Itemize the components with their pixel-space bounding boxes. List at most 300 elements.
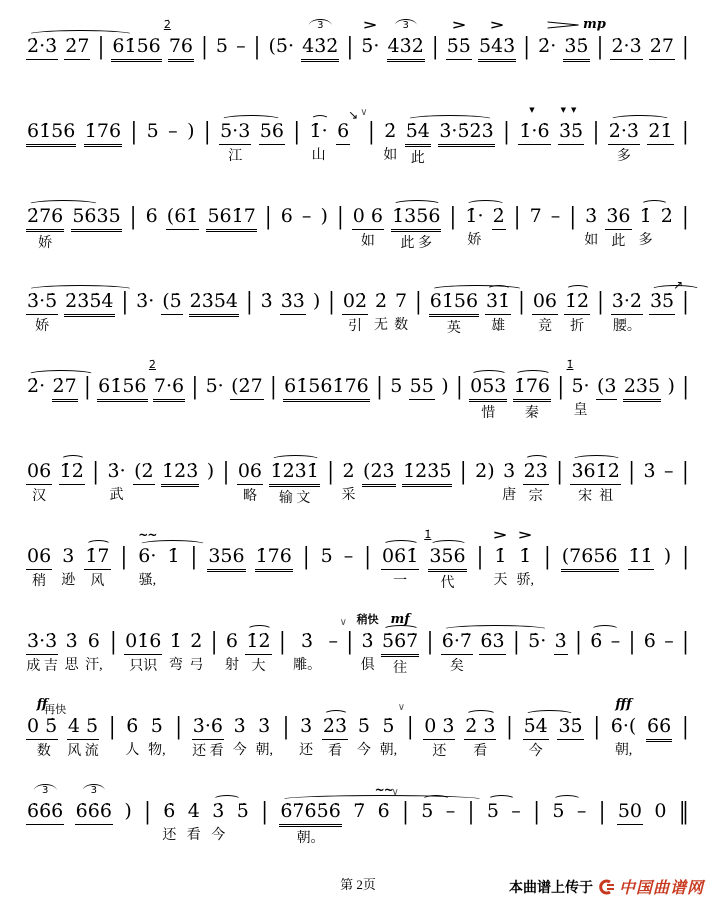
barline (555, 443, 564, 504)
note-token (260, 273, 274, 334)
note-text: | (84, 371, 91, 401)
note-text: 053 (469, 374, 507, 402)
stac-mark: ▼▼ (560, 106, 582, 114)
note-text: | (456, 371, 463, 401)
barline (97, 18, 106, 79)
note-text: 1̇1̇ (628, 544, 654, 570)
note-text (358, 119, 360, 144)
note-text: 5̇ (357, 715, 370, 737)
barline (190, 528, 199, 589)
note-text: 1̇7 (84, 544, 110, 570)
note-text: 1̇76 (84, 119, 122, 147)
note-text: 1̇356 (391, 204, 441, 232)
acc-mark: > (492, 528, 508, 542)
note-text: | (191, 371, 199, 401)
note-token (623, 358, 661, 422)
note-text: 0 6 (352, 204, 384, 230)
note-text: 5635 (71, 204, 121, 232)
note-token (26, 103, 76, 167)
lyric: 娇 (35, 319, 50, 334)
note-text: 02̇ (342, 289, 368, 315)
note-token (161, 443, 199, 507)
note-token (123, 783, 132, 844)
music-system (26, 783, 690, 846)
barline (522, 18, 531, 79)
note-token (64, 273, 114, 337)
note-token (148, 698, 166, 759)
lyric: 此 (611, 234, 626, 249)
lyric: 朝, (379, 743, 398, 758)
note-text: | (346, 31, 354, 61)
grace-mark: 2̇ (163, 18, 171, 31)
note-token (59, 443, 85, 505)
note-text: 1̇ (639, 205, 652, 227)
note-token (192, 698, 224, 760)
note-token (523, 698, 549, 760)
note-token (280, 188, 294, 249)
lyric: 宗 (528, 489, 543, 504)
barline (681, 273, 690, 334)
lyric: 汗, (85, 658, 103, 673)
note-text: 2̇·3̇ (26, 34, 58, 60)
lyric: 朝。 (296, 831, 325, 846)
note-text: 55 (409, 374, 435, 400)
note-text: 3̇ (258, 715, 271, 737)
note-text: | (190, 541, 198, 571)
barline (502, 103, 511, 164)
barline (200, 18, 209, 79)
note-token (125, 698, 139, 759)
lyric: 今 (528, 744, 543, 759)
note-text: – (610, 630, 621, 652)
dyn-mark: mf (390, 612, 410, 627)
barline (326, 443, 335, 504)
music-system (26, 188, 690, 251)
note-token (67, 698, 99, 760)
note-text: 6̇6̇6̇ (26, 799, 64, 825)
note-token (440, 358, 449, 419)
note-text: 5 (320, 545, 333, 567)
note-token (233, 698, 247, 759)
lyric: 还 (162, 828, 177, 843)
note-text: 561̇7 (206, 204, 256, 232)
note-token (532, 273, 558, 335)
barline (512, 613, 521, 674)
note-token (523, 443, 549, 505)
note-text: 3̇5̇ (563, 34, 589, 62)
barline (363, 528, 372, 589)
lyric: 如 (383, 148, 398, 163)
note-token (527, 613, 547, 674)
note-token (464, 188, 484, 249)
barline (120, 528, 129, 589)
note-token (389, 358, 403, 419)
note-text: 5̇4̇ (523, 714, 549, 740)
note-text: | (523, 31, 531, 61)
lyric: 思 (64, 658, 79, 673)
note-text: 2̇7 (649, 34, 675, 60)
note-token (394, 273, 408, 334)
tri-mark: 3 (394, 19, 416, 32)
note-text: – (664, 630, 674, 652)
note-token (486, 783, 500, 844)
note-token (409, 358, 435, 420)
note-token (478, 18, 516, 82)
lyric: 看 (328, 744, 343, 759)
note-token (161, 273, 183, 335)
site-logo-icon[interactable] (597, 879, 615, 895)
note-token (563, 17, 606, 82)
note-text: | (681, 201, 689, 231)
barline (467, 783, 476, 844)
note-token (26, 528, 52, 590)
note-token (485, 273, 511, 335)
note-text: 1̇· (465, 205, 484, 227)
barline (292, 103, 301, 164)
note-text: 2̇ (492, 204, 506, 230)
note-token (187, 783, 201, 844)
note-text: 6̇ (590, 630, 603, 652)
note-text: (61̇ (166, 204, 200, 230)
note-text: – (328, 630, 338, 652)
acc-mark: > (451, 18, 467, 32)
note-text: 3̇ (233, 715, 246, 737)
note-token (64, 18, 90, 80)
tri-mark: 3 (34, 784, 56, 797)
barline (628, 613, 637, 674)
note-text: ) (441, 375, 449, 397)
lyric: 天 (493, 573, 508, 588)
barline (592, 698, 601, 759)
lyric: 风 流 (67, 744, 99, 759)
note-token (26, 358, 46, 419)
note-text: 5· (205, 375, 224, 397)
lyric: 宋 祖 (578, 489, 614, 504)
note-text: 61̇56 (26, 119, 76, 147)
note-text: – (550, 205, 561, 227)
note-token (215, 18, 229, 79)
music-system (26, 273, 690, 336)
note-token (643, 613, 657, 674)
note-text: 6· (138, 545, 157, 567)
note-text: | (129, 201, 137, 231)
note-text: 5̇4̇3̇ (478, 34, 516, 62)
barline (120, 273, 129, 334)
lyric: 俱 (360, 658, 375, 673)
note-text: 01̇6 (124, 629, 162, 655)
note-token (647, 103, 673, 165)
note-text: 3̇61̇2̇ (570, 459, 620, 485)
lyric: 朝, (255, 743, 273, 758)
note-text: 3̇· (107, 460, 126, 482)
note-text: 0 5̇ (26, 714, 58, 740)
note-text: 3̇3̇ (280, 289, 306, 315)
note-token (26, 443, 52, 505)
lyric: 今 (232, 743, 247, 758)
note-text: | (245, 286, 253, 316)
note-token (423, 698, 455, 760)
breath-mark: ∨ (339, 617, 347, 628)
note-token (516, 528, 534, 589)
note-token (26, 783, 64, 845)
lyric: 多 (638, 233, 653, 248)
note-token (268, 18, 296, 79)
lyric: 矣 (449, 659, 464, 674)
note-text: – (445, 800, 456, 822)
note-text: 3̇1̇ (485, 289, 511, 315)
site-name-link[interactable]: 中国曲谱网 (618, 880, 704, 897)
note-token (237, 443, 263, 505)
dyn-mark: fff (615, 697, 632, 712)
note-token (327, 613, 347, 674)
note-text: 5̇ (236, 800, 249, 822)
barline (556, 358, 565, 419)
lyric: 折 (570, 319, 585, 334)
barline (203, 103, 212, 164)
note-token (207, 528, 245, 592)
barline (129, 103, 138, 164)
note-token (219, 103, 251, 165)
note-token (570, 443, 620, 505)
note-text: | (278, 626, 286, 656)
note-text: 06 (26, 459, 52, 485)
lyric: 成 吉 (26, 659, 58, 674)
note-text: 3̇ (300, 715, 313, 737)
note-text: 2̇3̇ (322, 714, 348, 740)
lyric: 今 (356, 743, 371, 758)
note-text: 50 (617, 799, 643, 825)
note-text: 2̇3̇ (523, 459, 549, 485)
note-text: 5̇4̇ (405, 119, 431, 147)
tempo-mark: 再快 (44, 703, 67, 716)
note-text: | (556, 456, 564, 486)
note-text: | (518, 286, 525, 316)
note-token (236, 783, 250, 844)
note-token (255, 528, 293, 592)
grace-mark: 1̇ (424, 528, 432, 541)
note-text: 356 (207, 544, 245, 572)
note-text: 061̇ (381, 544, 419, 570)
note-text: 2̇1̇ (647, 119, 673, 145)
note-token (639, 188, 653, 249)
lyric: 如 (360, 234, 375, 249)
note-token (610, 613, 622, 674)
barline (596, 273, 605, 334)
note-text: 5̇· (528, 630, 547, 652)
note-text: | (203, 116, 211, 146)
music-system (26, 698, 690, 758)
lyric: 引 (347, 319, 362, 334)
note-text: ) (667, 375, 675, 397)
note-text: | (346, 626, 354, 656)
note-text: | (682, 626, 689, 656)
tri-mark: 3 (309, 19, 331, 32)
note-token (429, 273, 479, 337)
barline (282, 698, 291, 759)
note-text: 6 (280, 205, 293, 227)
note-text: (2̇7 (230, 374, 264, 400)
note-text: ) (124, 800, 132, 822)
note-token (145, 188, 159, 249)
note-text: ‖ (678, 796, 689, 826)
barline (449, 188, 458, 249)
barline (681, 698, 690, 759)
barline (568, 188, 577, 249)
note-text: 6̇ (643, 630, 656, 652)
note-text: 6 (336, 119, 350, 145)
note-text: 5 (215, 35, 229, 57)
breath-mark: ∨ (391, 787, 399, 798)
lyric: 射 (224, 658, 239, 673)
lyric: 雕。 (293, 658, 322, 673)
note-text: 4̇3̇2̇ (301, 34, 339, 62)
note-token (610, 698, 638, 759)
note-text: 3̇·6̇ (192, 714, 224, 740)
lyric: 此 (410, 151, 425, 166)
note-text: | (569, 201, 577, 231)
note-token (283, 358, 370, 422)
barline (681, 103, 690, 164)
note-text: 1̇ (169, 630, 182, 652)
note-text: | (596, 31, 604, 61)
note-text: | (593, 711, 601, 741)
lyric: 还 看 (192, 744, 224, 759)
note-text: 3̇·5̇2̇3̇ (438, 119, 494, 147)
note-text: | (592, 116, 600, 146)
note-token (391, 188, 441, 252)
note-text: (2̇ (133, 459, 155, 485)
note-text: 1̇2̇3̇1̇ (269, 459, 319, 487)
note-text: – (511, 800, 521, 822)
barline (517, 273, 526, 334)
note-text: | (282, 711, 290, 741)
note-token (65, 613, 79, 674)
barline (264, 188, 273, 249)
note-text: 4̇3̇2̇ (387, 34, 425, 62)
note-text: | (92, 456, 100, 486)
page-footer (0, 874, 716, 896)
barline (455, 358, 464, 419)
note-token (245, 613, 271, 675)
barline (278, 613, 287, 674)
note-text: 5̇6̇7̇ (381, 629, 419, 657)
note-text: 06 (26, 544, 52, 570)
note-text: | (270, 371, 277, 401)
lyric: 无 (374, 318, 389, 333)
note-text: | (467, 796, 475, 826)
note-token (362, 443, 396, 507)
note-text: 5 (552, 800, 565, 822)
note-token (301, 18, 339, 82)
lyric: 雄 (491, 319, 506, 334)
lyric: 看 (473, 744, 488, 759)
note-text: 6 (87, 630, 100, 652)
note-text: 2̇7 (64, 34, 90, 60)
note-token (293, 613, 321, 674)
barline (592, 103, 601, 164)
barline (129, 188, 138, 249)
upload-credit (509, 875, 704, 898)
lyric: 多 (616, 149, 631, 164)
barline (269, 358, 278, 419)
note-text: | (506, 711, 513, 741)
note-text: (5̇· (268, 35, 295, 57)
note-text: | (253, 31, 261, 61)
note-text: – (236, 35, 246, 57)
note-text: 5 (486, 800, 499, 822)
note-text: 1̇·6̇ (518, 119, 550, 145)
note-text: 1̇2̇3̇5̇ (402, 459, 452, 487)
note-text: 3̇5̇ (557, 714, 583, 740)
note-token (649, 18, 675, 80)
music-system (26, 358, 690, 421)
barline (505, 698, 514, 759)
barline (222, 443, 231, 504)
note-text: 4̇ (187, 800, 200, 822)
lyric: 大 (251, 659, 266, 674)
note-token (336, 103, 359, 165)
note-token (479, 613, 505, 675)
note-token (301, 188, 313, 249)
music-system (26, 612, 690, 676)
note-token (356, 613, 379, 674)
barline (678, 783, 690, 844)
lyric: 代 (440, 576, 455, 591)
note-token (510, 783, 522, 844)
note-text: (7656 (561, 544, 619, 572)
note-text: 3̇ (212, 800, 225, 822)
note-text: 3̇ (503, 460, 516, 482)
note-text: | (120, 541, 128, 571)
note-token (653, 783, 667, 844)
note-text: | (682, 31, 689, 61)
note-token (211, 783, 225, 844)
note-text: | (543, 541, 551, 571)
note-token (663, 528, 672, 589)
barline (543, 528, 552, 589)
barline (406, 698, 415, 759)
barline (109, 613, 118, 674)
note-token (610, 18, 642, 80)
note-text: | (364, 541, 372, 571)
note-text: | (376, 371, 383, 401)
note-text: | (210, 626, 218, 656)
note-token (383, 103, 397, 164)
note-token (611, 273, 643, 335)
note-text: 3̇ (554, 629, 568, 655)
note-token (167, 103, 179, 164)
lyric: 骄, (516, 573, 534, 588)
lyric: 一 (393, 574, 408, 589)
note-token (357, 698, 371, 759)
note-text: | (431, 31, 439, 61)
note-text: 5̇5̇ (446, 34, 472, 60)
note-token (492, 188, 506, 250)
note-text: 3̇5̇ (558, 119, 584, 145)
note-text: 356 (428, 544, 466, 572)
note-text: 3̇5̇ (649, 289, 675, 315)
note-token (663, 613, 675, 674)
note-token (550, 188, 562, 249)
note-text: 2̇3̇5̇4̇ (64, 289, 114, 317)
note-text: 1̇2̇3̇ (161, 459, 199, 487)
note-text: | (402, 796, 409, 826)
note-text: 2̇ (384, 120, 397, 142)
note-text: | (175, 711, 183, 741)
note-text: | (261, 796, 268, 826)
note-token (342, 443, 356, 504)
note-text: 3̇ (361, 630, 374, 652)
